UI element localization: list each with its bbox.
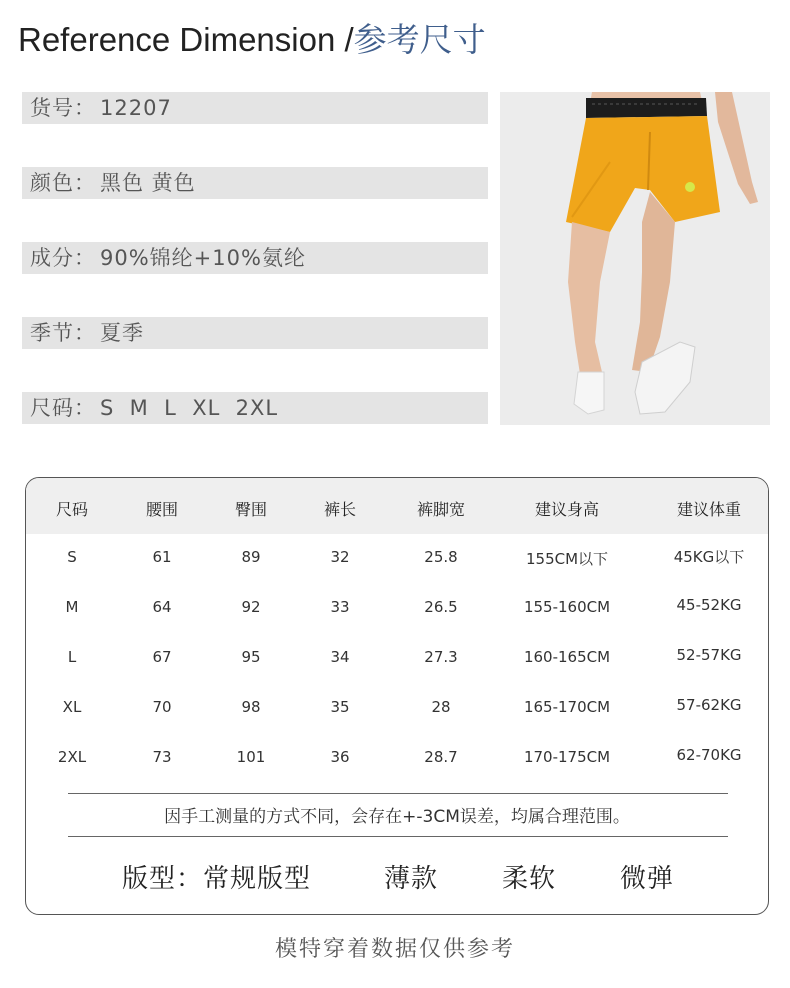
cell-weight: 45KG以下 — [673, 548, 745, 566]
product-photo — [500, 92, 770, 425]
cell-weight: 45-52KG — [676, 596, 742, 614]
size-chart-header — [26, 478, 768, 534]
spec-label: 颜色： — [30, 171, 96, 195]
cell-hip: 98 — [241, 698, 261, 716]
feature-texture: 柔软 — [502, 864, 557, 894]
header-length: 裤长 — [323, 500, 357, 519]
cell-size: S — [67, 548, 77, 566]
spec-value: 夏季 — [100, 321, 144, 345]
cell-hip: 89 — [241, 548, 261, 566]
cell-hip: 92 — [241, 598, 261, 616]
spec-composition — [22, 242, 488, 274]
spec-sizes — [22, 392, 488, 424]
cell-height: 155CM以下 — [525, 550, 609, 568]
cell-hip: 101 — [236, 748, 266, 766]
cell-size: 2XL — [57, 748, 87, 766]
cell-length: 35 — [330, 698, 350, 716]
cell-hip: 95 — [241, 648, 261, 666]
cell-size: M — [65, 598, 79, 616]
cell-height: 165-170CM — [523, 698, 611, 716]
feature-elasticity: 微弹 — [620, 864, 675, 894]
spec-value: 黑色 黄色 — [100, 171, 196, 195]
spec-color — [22, 167, 488, 199]
cell-leg-opening: 27.3 — [424, 648, 458, 666]
title-chinese: 参考尺寸 — [353, 20, 486, 59]
cell-weight: 62-70KG — [676, 746, 742, 764]
cell-height: 160-165CM — [523, 648, 611, 666]
page-title — [18, 18, 486, 62]
cell-waist: 67 — [152, 648, 172, 666]
cell-length: 32 — [330, 548, 350, 566]
title-separator: / — [335, 21, 354, 58]
header-waist: 腰围 — [145, 500, 179, 519]
cell-size: L — [67, 648, 77, 666]
cell-waist: 73 — [152, 748, 172, 766]
spec-season — [22, 317, 488, 349]
cell-weight: 52-57KG — [676, 646, 742, 664]
feature-thickness: 薄款 — [384, 864, 439, 894]
cell-weight: 57-62KG — [676, 696, 742, 714]
cell-leg-opening: 26.5 — [424, 598, 458, 616]
cell-waist: 70 — [152, 698, 172, 716]
divider — [68, 836, 728, 837]
cell-size: XL — [62, 698, 82, 716]
spec-label: 成分： — [30, 246, 96, 270]
measurement-note: 因手工测量的方式不同，会存在+-3CM误差，均属合理范围。 — [164, 807, 630, 827]
cell-height: 155-160CM — [523, 598, 611, 616]
spec-value: S M L XL 2XL — [100, 396, 279, 420]
spec-item-number — [22, 92, 488, 124]
spec-label: 尺码： — [30, 396, 96, 420]
header-hip: 臀围 — [234, 500, 268, 519]
size-chart — [25, 477, 769, 915]
header-size: 尺码 — [55, 500, 89, 519]
cell-length: 34 — [330, 648, 350, 666]
title-english: Reference Dimension — [18, 21, 336, 58]
header-suggested-height: 建议身高 — [534, 500, 600, 519]
cell-waist: 61 — [152, 548, 172, 566]
cell-leg-opening: 25.8 — [424, 548, 458, 566]
model-wearing-shorts-illustration — [500, 92, 770, 425]
feature-fit: 版型：常规版型 — [122, 864, 312, 894]
cell-leg-opening: 28 — [431, 698, 451, 716]
header-leg-opening: 裤脚宽 — [416, 500, 466, 519]
footer-note: 模特穿着数据仅供参考 — [274, 937, 515, 962]
cell-height: 170-175CM — [523, 748, 611, 766]
header-suggested-weight: 建议体重 — [676, 500, 742, 519]
spec-value: 90%锦纶+10%氨纶 — [100, 246, 306, 270]
cell-length: 33 — [330, 598, 350, 616]
cell-length: 36 — [330, 748, 350, 766]
product-features — [26, 858, 768, 898]
cell-waist: 64 — [152, 598, 172, 616]
spec-value: 12207 — [100, 96, 172, 120]
spec-label: 货号： — [30, 96, 96, 120]
cell-leg-opening: 28.7 — [424, 748, 458, 766]
spec-label: 季节： — [30, 321, 96, 345]
divider — [68, 793, 728, 794]
